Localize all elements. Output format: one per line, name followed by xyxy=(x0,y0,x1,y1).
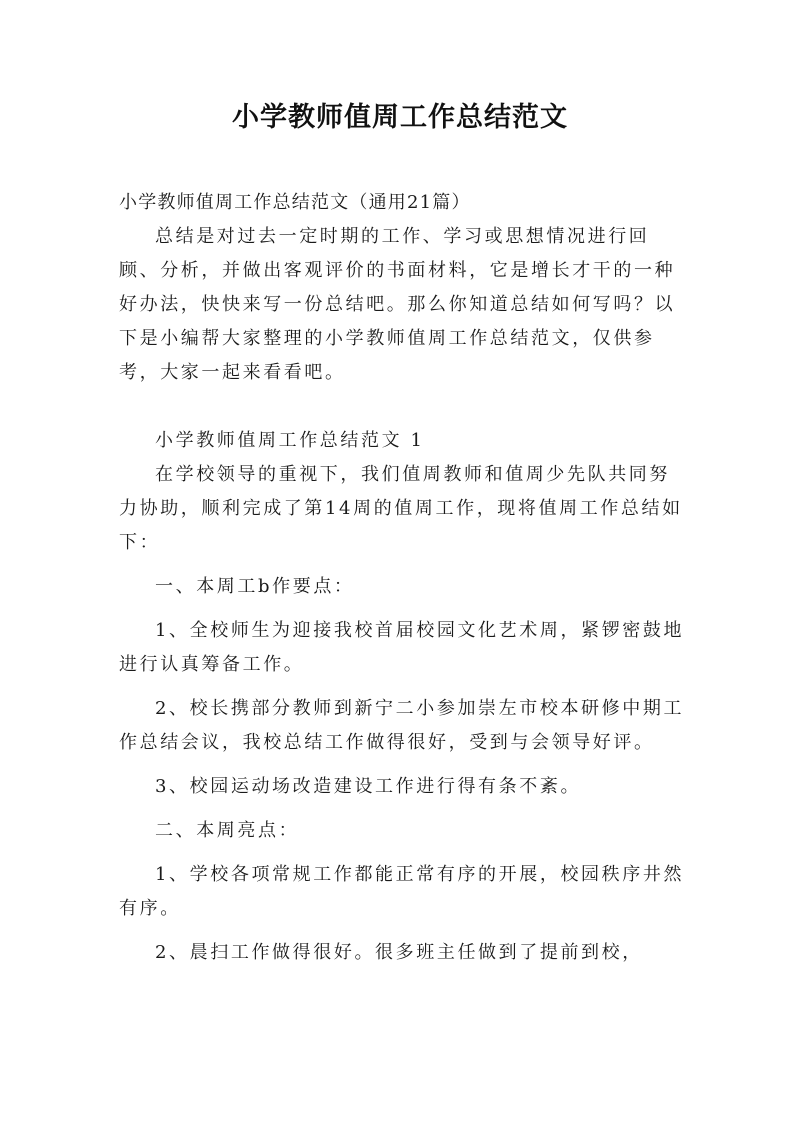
body-paragraph: 1、全校师生为迎接我校首届校园文化艺术周，紧锣密鼓地进行认真筹备工作。 xyxy=(119,620,685,675)
body-paragraph: 3、校园运动场改造建设工作进行得有条不紊。 xyxy=(155,776,582,797)
document-subtitle: 小学教师值周工作总结范文（通用21篇） xyxy=(119,192,471,213)
document-body xyxy=(119,186,689,970)
body-paragraph: 一、本周工b作要点： xyxy=(155,576,355,597)
body-paragraph: 2、校长携部分教师到新宁二小参加崇左市校本研修中期工作总结会议，我校总结工作做得很好，受到与会领导好评。 xyxy=(119,698,685,753)
body-paragraph: 在学校领导的重视下，我们值周教师和值周少先队共同努力协助，顺利完成了第14周的值周工作，现将值周工作总结如下： xyxy=(119,464,683,553)
section-heading: 小学教师值周工作总结范文 1 xyxy=(155,430,425,451)
body-paragraph: 二、本周亮点： xyxy=(155,820,300,841)
body-paragraph: 2、晨扫工作做得很好。很多班主任做到了提前到校， xyxy=(155,942,643,963)
page-title: 小学教师值周工作总结范文 xyxy=(232,102,568,133)
body-paragraph: 1、学校各项常规工作都能正常有序的开展，校园秩序井然有序。 xyxy=(119,864,685,919)
intro-paragraph: 总结是对过去一定时期的工作、学习或思想情况进行回顾、分析，并做出客观评价的书面材料，它是增长才干的一种好办法，快快来写一份总结吧。那么你知道总结如何写吗？以下是小编帮大家整理的小学教师值周工作总结范文，仅供参考，大家一起来看看吧。 xyxy=(119,226,676,383)
